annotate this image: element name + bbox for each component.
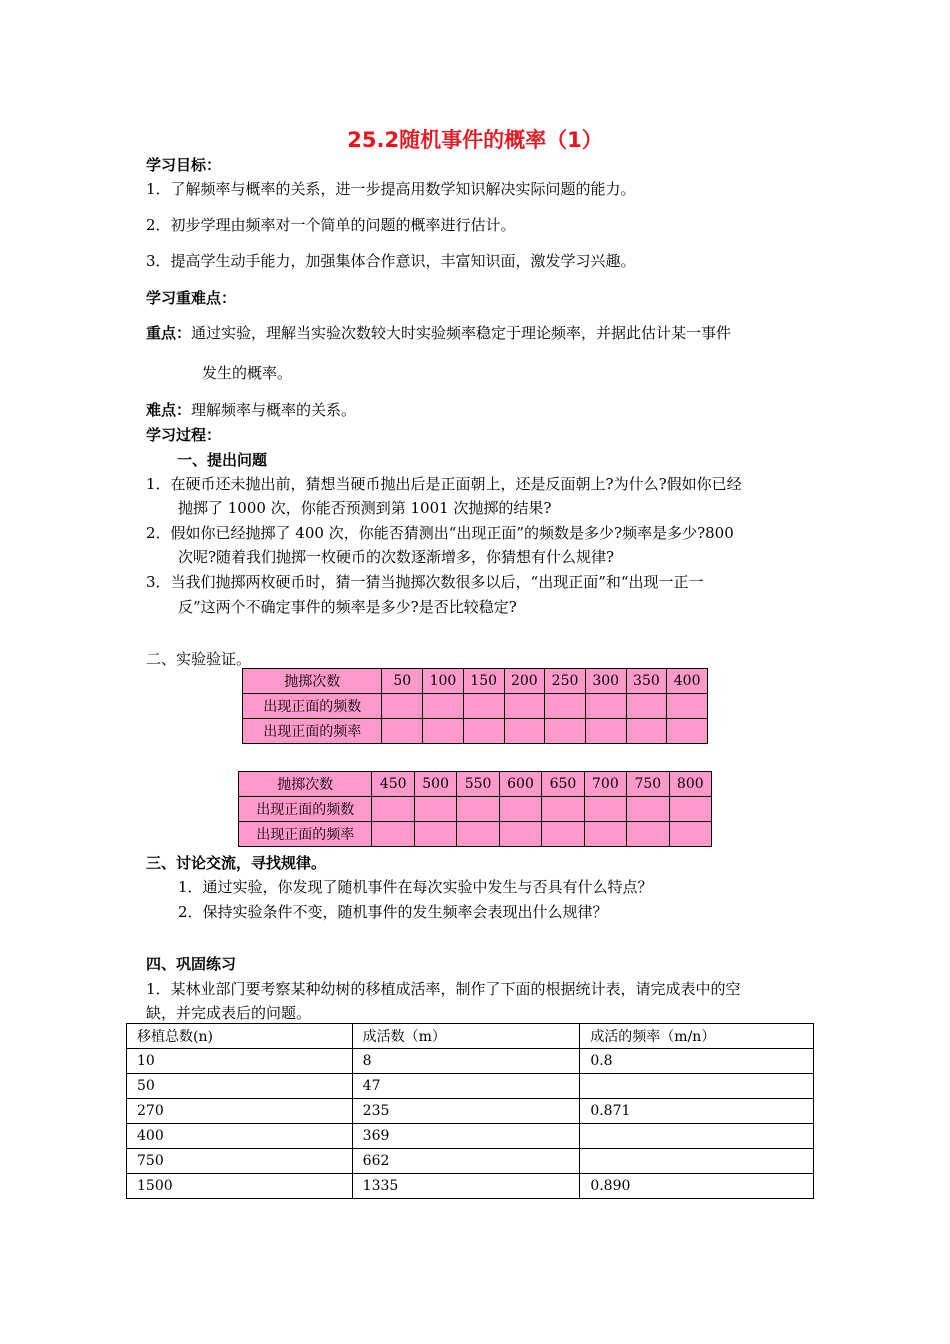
empty-cell[interactable] — [585, 719, 626, 744]
empty-cell[interactable] — [504, 694, 545, 719]
table-cell: 235 — [352, 1099, 580, 1124]
empty-cell[interactable] — [626, 719, 667, 744]
empty-cell[interactable] — [382, 694, 423, 719]
table-row — [239, 822, 712, 847]
table-cell: 1500 — [127, 1174, 353, 1199]
key-label: 重点： — [146, 324, 192, 342]
page-title: 25.2随机事件的概率（1） — [347, 128, 603, 152]
empty-cell[interactable] — [423, 694, 464, 719]
experiment-heading: 二、实验验证。 — [146, 650, 252, 668]
goal-item: 3．提高学生动手能力，加强集体合作意识，丰富知识面，激发学习兴趣。 — [146, 252, 636, 270]
empty-cell[interactable] — [457, 822, 499, 847]
empty-cell[interactable] — [669, 822, 711, 847]
empty-cell[interactable] — [669, 797, 711, 822]
table-cell: 100 — [423, 669, 464, 694]
table-cell[interactable] — [580, 1124, 814, 1149]
row-label: 抛掷次数 — [239, 772, 372, 797]
process-heading: 学习过程： — [146, 426, 222, 444]
table-cell: 50 — [382, 669, 423, 694]
empty-cell[interactable] — [414, 822, 456, 847]
table-cell: 8 — [352, 1049, 580, 1074]
empty-cell[interactable] — [463, 694, 504, 719]
empty-cell[interactable] — [372, 822, 414, 847]
table-cell: 0.8 — [580, 1049, 814, 1074]
empty-cell[interactable] — [627, 822, 669, 847]
key-text: 通过实验，理解当实验次数较大时实验频率稳定于理论频率，并据此估计某一事件 — [191, 324, 732, 342]
question-3: 3．当我们抛掷两枚硬币时，猜一猜当抛掷次数很多以后，“出现正面”和“出现一正一 — [146, 573, 704, 591]
question-1-cont: 抛掷了 1000 次，你能否预测到第 1001 次抛掷的结果? — [178, 499, 552, 517]
table-cell: 662 — [352, 1149, 580, 1174]
goal-item: 2．初步学理由频率对一个简单的问题的概率进行估计。 — [146, 216, 516, 234]
empty-cell[interactable] — [499, 822, 541, 847]
table-cell: 550 — [457, 772, 499, 797]
goals-heading: 学习目标： — [146, 156, 222, 174]
empty-cell[interactable] — [667, 694, 708, 719]
row-label: 抛掷次数 — [243, 669, 382, 694]
empty-cell[interactable] — [626, 694, 667, 719]
column-header: 成活数（m） — [352, 1024, 580, 1049]
empty-cell[interactable] — [585, 694, 626, 719]
empty-cell[interactable] — [463, 719, 504, 744]
table-cell[interactable] — [580, 1149, 814, 1174]
table-row — [239, 772, 712, 797]
table-row — [127, 1049, 814, 1074]
practice-heading: 四、巩固练习 — [146, 955, 237, 973]
empty-cell[interactable] — [457, 797, 499, 822]
column-header: 成活的频率（m/n） — [580, 1024, 814, 1049]
table-cell: 300 — [585, 669, 626, 694]
empty-cell[interactable] — [545, 694, 586, 719]
empty-cell[interactable] — [627, 797, 669, 822]
table-cell: 750 — [627, 772, 669, 797]
discussion-item: 1．通过实验，你发现了随机事件在每次实验中发生与否具有什么特点？ — [178, 878, 653, 896]
table-cell: 500 — [414, 772, 456, 797]
table-cell: 400 — [127, 1124, 353, 1149]
table-cell[interactable] — [580, 1074, 814, 1099]
table-cell: 200 — [504, 669, 545, 694]
table-cell: 700 — [584, 772, 626, 797]
keypoints-heading: 学习重难点： — [146, 289, 237, 307]
table-cell: 369 — [352, 1124, 580, 1149]
experiment-table-2 — [238, 771, 712, 847]
question-3-cont: 反”这两个不确定事件的频率是多少?是否比较稳定? — [178, 598, 517, 616]
table-row — [239, 797, 712, 822]
practice-item-cont: 缺，并完成表后的问题。 — [146, 1004, 312, 1022]
table-row — [127, 1124, 814, 1149]
table-cell: 450 — [372, 772, 414, 797]
table-cell: 650 — [542, 772, 584, 797]
empty-cell[interactable] — [542, 797, 584, 822]
key-text-cont: 发生的概率。 — [202, 364, 293, 382]
empty-cell[interactable] — [504, 719, 545, 744]
table-cell: 400 — [667, 669, 708, 694]
table-cell: 0.890 — [580, 1174, 814, 1199]
survival-table — [126, 1023, 814, 1199]
section1-heading: 一、提出问题 — [177, 451, 268, 469]
table-row — [243, 694, 708, 719]
empty-cell[interactable] — [382, 719, 423, 744]
goal-item: 1．了解频率与概率的关系，进一步提高用数学知识解决实际问题的能力。 — [146, 180, 636, 198]
row-label: 出现正面的频数 — [239, 797, 372, 822]
practice-item: 1．某林业部门要考察某种幼树的移植成活率，制作了下面的根据统计表，请完成表中的空 — [146, 980, 741, 998]
empty-cell[interactable] — [545, 719, 586, 744]
column-header: 移植总数(n) — [127, 1024, 353, 1049]
table-cell: 600 — [499, 772, 541, 797]
empty-cell[interactable] — [372, 797, 414, 822]
empty-cell[interactable] — [667, 719, 708, 744]
table-cell: 750 — [127, 1149, 353, 1174]
table-cell: 350 — [626, 669, 667, 694]
table-header-row — [127, 1024, 814, 1049]
table-row — [127, 1174, 814, 1199]
table-row — [127, 1099, 814, 1124]
empty-cell[interactable] — [499, 797, 541, 822]
table-cell: 270 — [127, 1099, 353, 1124]
table-cell: 250 — [545, 669, 586, 694]
empty-cell[interactable] — [584, 797, 626, 822]
table-row — [127, 1149, 814, 1174]
table-row — [243, 669, 708, 694]
experiment-table-1 — [242, 668, 708, 744]
row-label: 出现正面的频率 — [243, 719, 382, 744]
empty-cell[interactable] — [584, 822, 626, 847]
table-row — [127, 1074, 814, 1099]
table-row — [243, 719, 708, 744]
table-cell: 0.871 — [580, 1099, 814, 1124]
table-cell: 10 — [127, 1049, 353, 1074]
diff-label: 难点： — [146, 401, 192, 419]
table-cell: 1335 — [352, 1174, 580, 1199]
row-label: 出现正面的频率 — [239, 822, 372, 847]
table-cell: 150 — [463, 669, 504, 694]
question-2-cont: 次呢?随着我们抛掷一枚硬币的次数逐渐增多，你猜想有什么规律? — [178, 548, 615, 566]
key-point — [146, 322, 731, 343]
table-cell: 47 — [352, 1074, 580, 1099]
discussion-item: 2．保持实验条件不变，随机事件的发生频率会表现出什么规律？ — [178, 903, 608, 921]
question-1: 1．在硬币还未抛出前，猜想当硬币抛出后是正面朝上，还是反面朝上?为什么?假如你已经 — [146, 475, 742, 493]
empty-cell[interactable] — [423, 719, 464, 744]
empty-cell[interactable] — [414, 797, 456, 822]
empty-cell[interactable] — [542, 822, 584, 847]
table-cell: 800 — [669, 772, 711, 797]
row-label: 出现正面的频数 — [243, 694, 382, 719]
diff-text: 理解频率与概率的关系。 — [191, 401, 357, 419]
discussion-heading: 三、讨论交流，寻找规律。 — [146, 854, 327, 872]
question-2: 2．假如你已经抛掷了 400 次，你能否猜测出“出现正面”的频数是多少?频率是多少?800 — [146, 524, 734, 542]
table-cell: 50 — [127, 1074, 353, 1099]
difficulty-point — [146, 399, 356, 420]
